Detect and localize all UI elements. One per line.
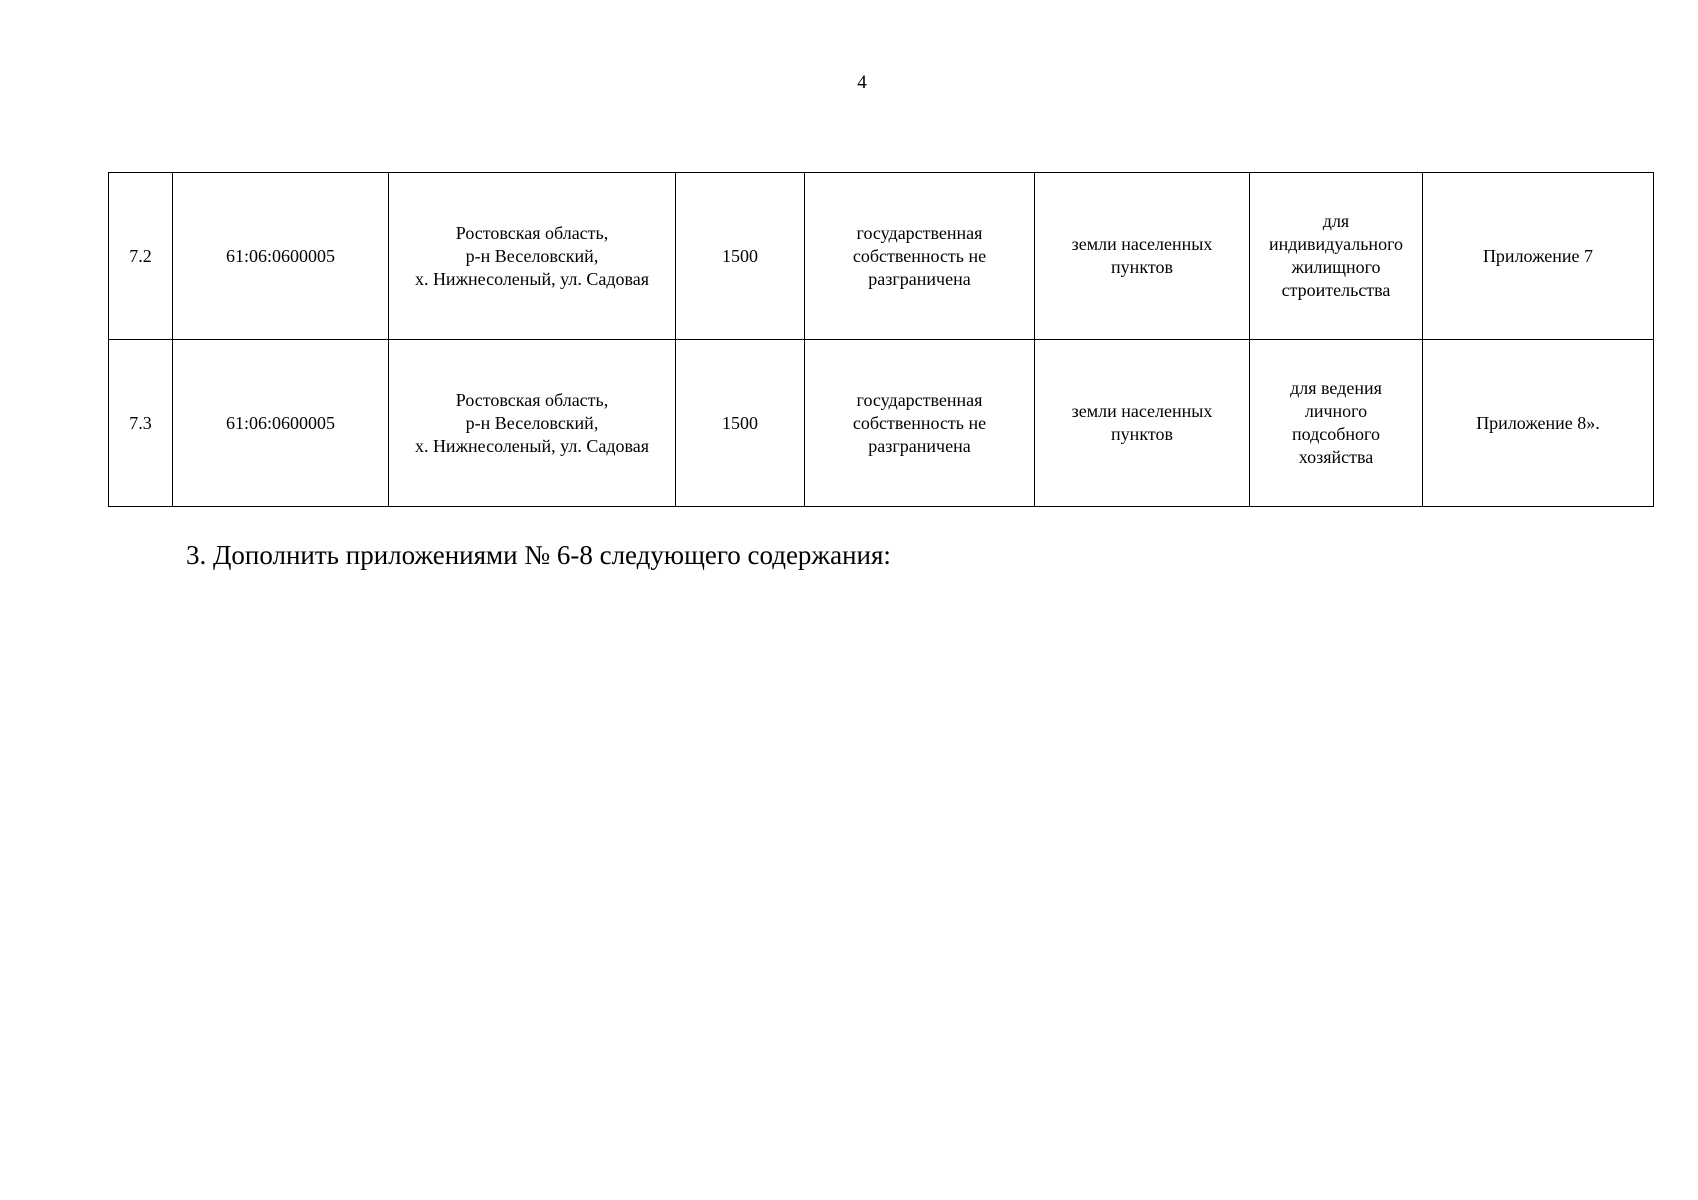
use-line: индивидуального [1268, 234, 1403, 254]
category-line: пунктов [1111, 424, 1173, 444]
use-line: подсобного [1292, 424, 1380, 444]
address-line: р-н Веселовский, [465, 245, 599, 266]
use-line: хозяйства [1298, 447, 1374, 467]
address-line: х. Нижнесоленый, ул. Садовая [414, 435, 650, 456]
category-line: пунктов [1111, 257, 1173, 277]
area-cell: 1500 [676, 340, 805, 507]
table-row [109, 173, 1654, 340]
cadastral-number-cell: 61:06:0600005 [173, 340, 389, 507]
land-plots-table [108, 172, 1654, 507]
permitted-use-cell [1250, 340, 1423, 507]
address-line: Ростовская область, [455, 222, 609, 243]
address-line: х. Нижнесоленый, ул. Садовая [414, 268, 650, 289]
address-cell [389, 340, 676, 507]
category-line: земли населенных [1071, 234, 1213, 254]
ownership-line: разграничена [868, 435, 971, 456]
address-line: Ростовская область, [455, 389, 609, 410]
ownership-line: собственность не [852, 245, 987, 266]
instruction-paragraph: 3. Дополнить приложениями № 6-8 следующего содержания: [186, 540, 891, 570]
land-category-cell [1035, 173, 1250, 340]
appendix-cell: Приложение 7 [1423, 173, 1654, 340]
ownership-cell [805, 340, 1035, 507]
row-number-cell: 7.3 [109, 340, 173, 507]
ownership-line: государственная [856, 222, 983, 243]
category-line: земли населенных [1071, 401, 1213, 421]
use-line: для [1322, 211, 1350, 231]
ownership-cell [805, 173, 1035, 340]
ownership-line: государственная [856, 389, 983, 410]
ownership-line: собственность не [852, 412, 987, 433]
address-line: р-н Веселовский, [465, 412, 599, 433]
use-line: личного [1304, 401, 1368, 421]
use-line: для ведения [1290, 378, 1382, 398]
address-cell [389, 173, 676, 340]
use-line: жилищного [1291, 257, 1381, 277]
ownership-line: разграничена [868, 268, 971, 289]
cadastral-number-cell: 61:06:0600005 [173, 173, 389, 340]
land-category-cell [1035, 340, 1250, 507]
permitted-use-cell [1250, 173, 1423, 340]
row-number-cell: 7.2 [109, 173, 173, 340]
appendix-cell: Приложение 8». [1423, 340, 1654, 507]
page-number: 4 [857, 72, 867, 93]
area-cell: 1500 [676, 173, 805, 340]
use-line: строительства [1281, 280, 1391, 300]
table-row [109, 340, 1654, 507]
